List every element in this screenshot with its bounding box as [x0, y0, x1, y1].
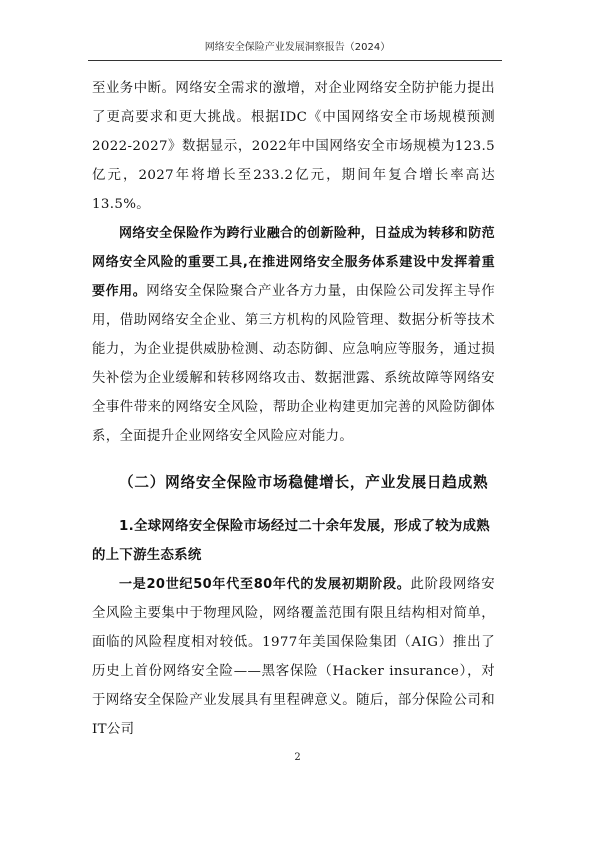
section-heading: （二）网络安全保险市场稳健增长，产业发展日趋成熟 [119, 474, 489, 491]
running-header: 网络安全保险产业发展洞察报告（2024） [204, 42, 391, 53]
paragraph-lead-bold: 网络安全保险作为跨行业融合的创新险种，日益成为转移和防范网络安全风险的重要工具,在推进网络安全服务体系建设中发挥着重要作用。 [92, 226, 495, 299]
header-divider [88, 60, 502, 61]
paragraph-insurance-role [92, 219, 495, 451]
paragraph-market-demand: 至业务中断。网络安全需求的激增，对企业网络安全防护能力提出了更高要求和更大挑战。根据IDC《中国网络安全市场规模预测2022-2027》数据显示，2022年中国网络安全市场规模为123.5亿元，2027年将增长至233.2亿元，期间年复合增长率高达13.5%。 [92, 81, 495, 212]
page-body [92, 74, 495, 744]
paragraph-early-stage [92, 570, 495, 744]
subsection-heading: 1.全球网络安全保险市场经过二十余年发展，形成了较为成熟的上下游生态系统 [92, 519, 490, 563]
paragraph-lead-bold: 一是20世纪50年代至80年代的发展初期阶段。 [119, 577, 411, 592]
page-number: 2 [294, 752, 301, 763]
paragraph-body-text: 此阶段网络安全风险主要集中于物理风险，网络覆盖范围有限且结构相对简单，面临的风险程度相对较低。1977年美国保险集团（AIG）推出了历史上首份网络安全险——黑客保险（Hacker insurance），对于网络安全保险产业发展具有里程碑意义。随后，部分保险公司和IT公司 [92, 577, 495, 737]
paragraph-body-text: 网络安全保险聚合产业各方力量，由保险公司发挥主导作用，借助网络安全企业、第三方机构的风险管理、数据分析等技术能力，为企业提供威胁检测、动态防御、应急响应等服务，通过损失补偿为企业缓解和转移网络攻击、数据泄露、系统故障等网络安全事件带来的网络安全风险，帮助企业构建更加完善的风险防御体系，全面提升企业网络安全风险应对能力。 [92, 284, 496, 444]
